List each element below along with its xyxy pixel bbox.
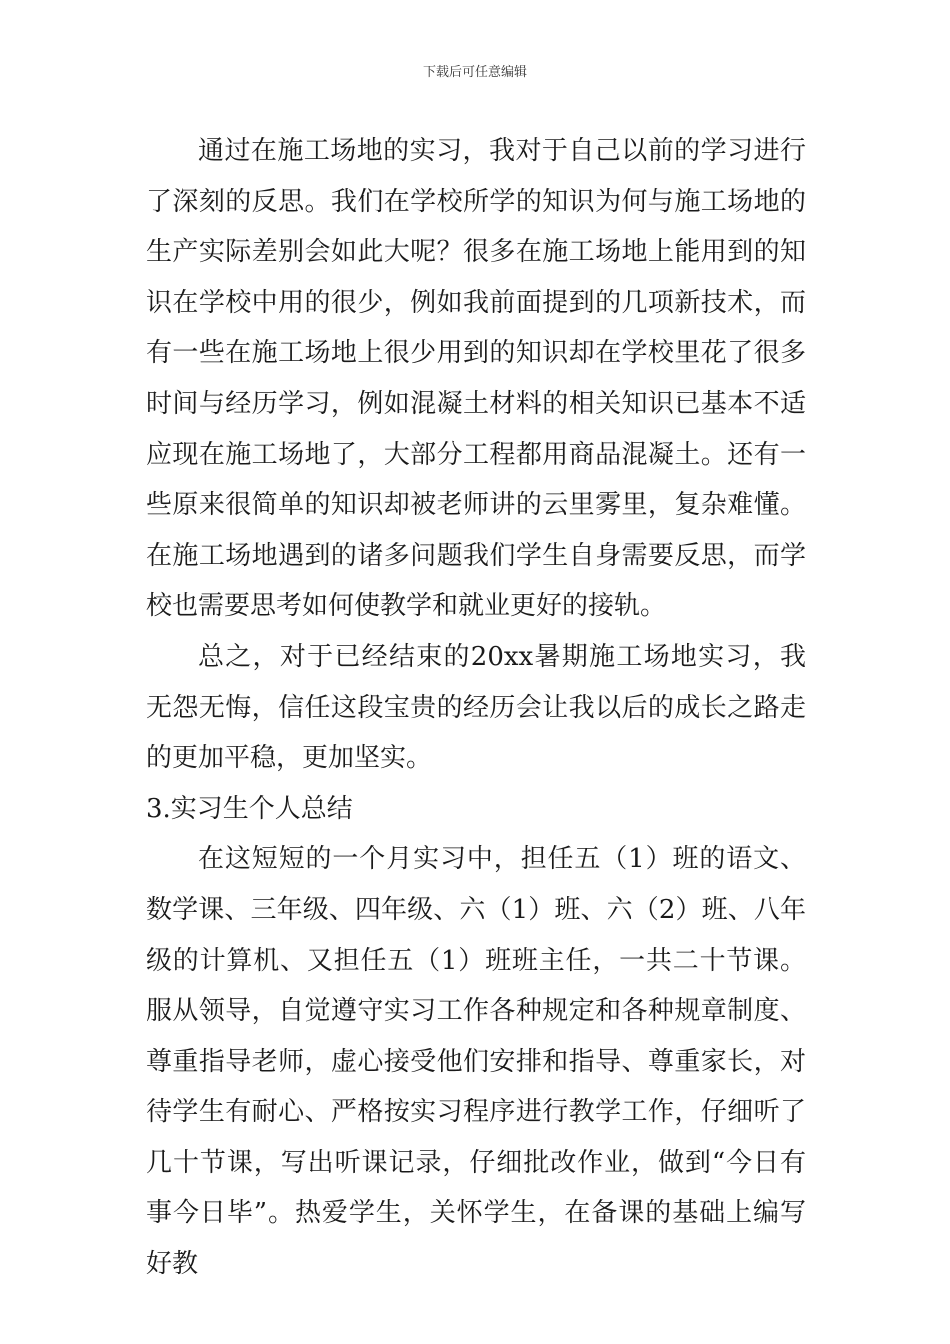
paragraph-conclusion: 总之，对于已经结束的20xx暑期施工场地实习，我无怨无悔，信任这段宝贵的经历会让我以后的成长之路走的更加平稳，更加坚实。 (146, 641, 806, 774)
document-body (146, 126, 806, 1290)
section-heading: 3.实习生个人总结 (146, 793, 353, 824)
page-header: 下载后可任意编辑 (422, 65, 527, 80)
paragraph-reflection: 通过在施工场地的实习，我对于自己以前的学习进行了深刻的反思。我们在学校所学的知识为何与施工场地的生产实际差别会如此大呢？很多在施工场地上能用到的知识在学校中用的很少，例如我前面提到的几项新技术，而有一些在施工场地上很少用到的知识却在学校里花了很多时间与经历学习，例如混凝土材料的相关知识已基本不适应现在施工场地了，大部分工程都用商品混凝土。还有一些原来很简单的知识却被老师讲的云里雾里，复杂难懂。在施工场地遇到的诸多问题我们学生自身需要反思，而学校也需要思考如何使教学和就业更好的接轨。 (146, 136, 806, 622)
paragraph-intern-summary: 在这短短的一个月实习中，担任五（1）班的语文、数学课、三年级、四年级、六（1）班、六（2）班、八年级的计算机、又担任五（1）班班主任，一共二十节课。服从领导，自觉遵守实习工作各种规定和各种规章制度、尊重指导老师，虚心接受他们安排和指导、尊重家长，对待学生有耐心、严格按实习程序进行教学工作，仔细听了几十节课，写出听课记录，仔细批改作业，做到“今日有事今日毕”。热爱学生，关怀学生，在备课的基础上编写好教 (146, 844, 806, 1280)
